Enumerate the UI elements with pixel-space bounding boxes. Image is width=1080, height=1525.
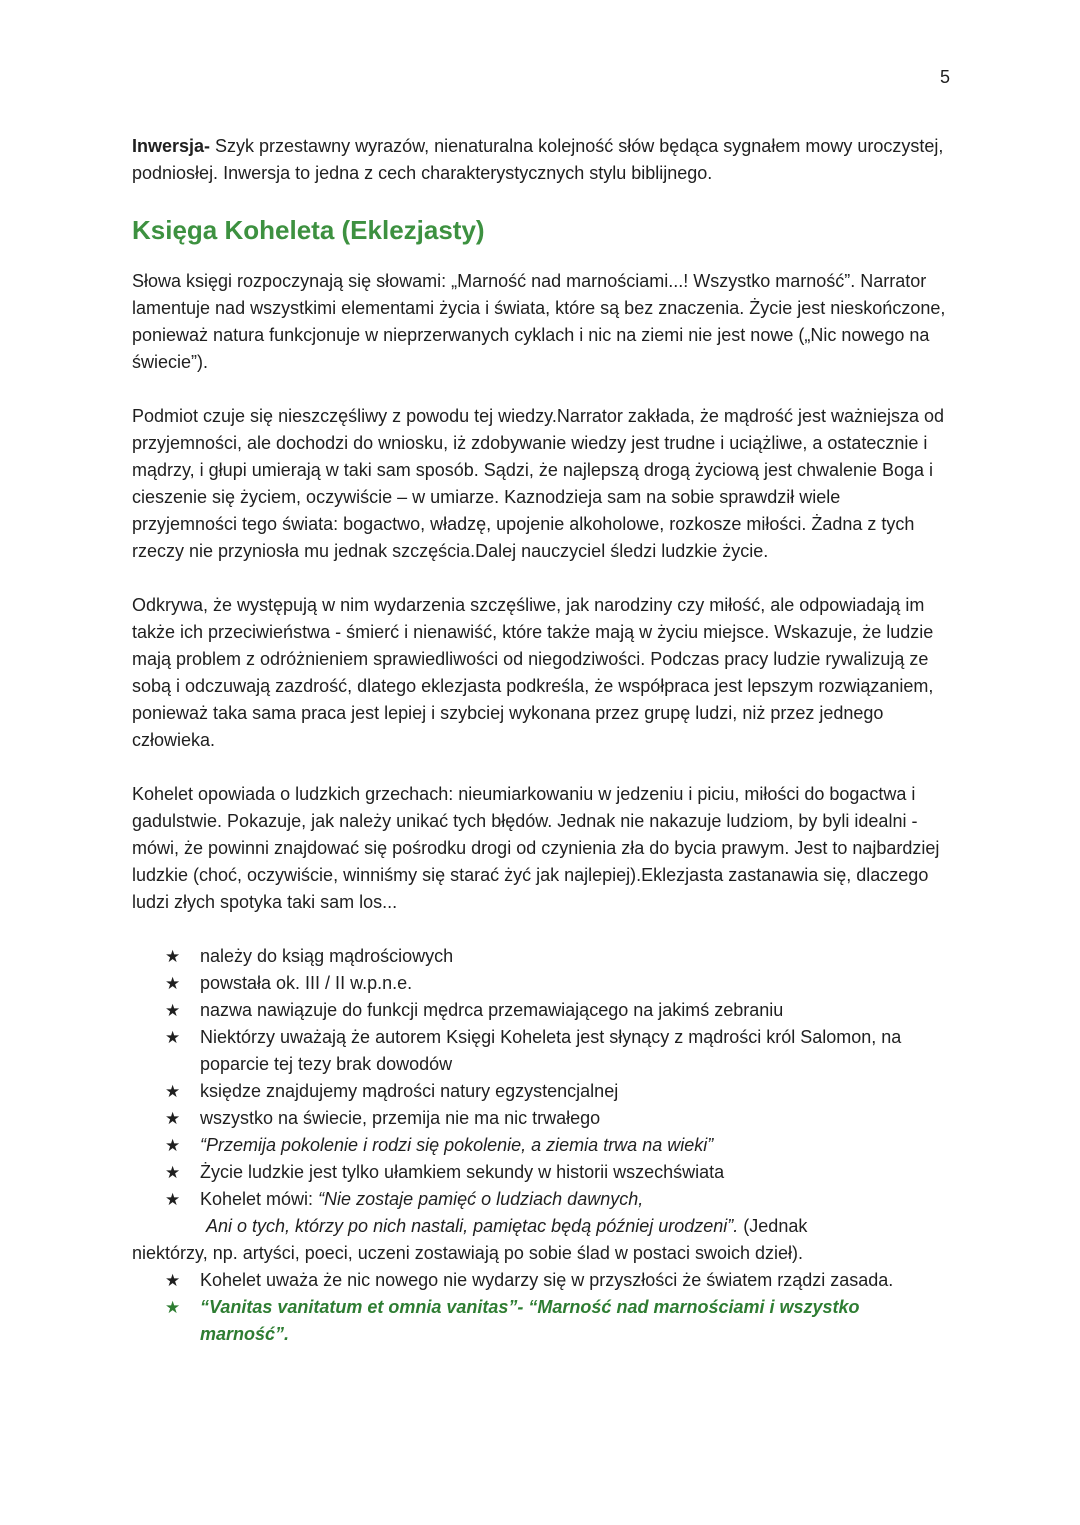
star-list (165, 943, 950, 1240)
list-item-text: “Przemija pokolenie i rodzi się pokolenie, a ziemia trwa na wieki” (200, 1135, 714, 1155)
star-bullet-icon: ★ (165, 1298, 181, 1317)
star-bullet-icon: ★ (165, 1271, 181, 1290)
paragraph-2: Podmiot czuje się nieszczęśliwy z powodu tej wiedzy.Narrator zakłada, że mądrość jest ważniejsza od przyjemności, ale dochodzi do wniosku, iż zdobywanie wiedzy jest trudne i uciążliwe, a ostatecznie i mądrzy, i głupi umierają w taki sam sposób. Sądzi, że najlepszą drogą życiową jest chwalenie Boga i cieszenie się życiem, oczywiście – w umiarze. Kaznodzieja sam na sobie sprawdził wiele przyjemności tego świata: bogactwo, władzę, upojenie alkoholowe, rozkosze miłości. Żadna z tych rzeczy nie przyniosła mu jednak szczęścia.Dalej nauczyciel śledzi ludzkie życie. (132, 406, 945, 561)
list-item-text: należy do ksiąg mądrościowych (200, 946, 454, 966)
section-heading: Księga Koheleta (Eklezjasty) (132, 215, 485, 245)
list-item-kohelet-quote (165, 1186, 915, 1240)
quote-line-2: Ani o tych, którzy po nich nastali, pamiętac będą później urodzeni”. (206, 1216, 739, 1236)
star-bullet-icon: ★ (165, 1028, 181, 1047)
list-item-text: Niektórzy uważają że autorem Księgi Koheleta jest słynący z mądrości król Salomon, na poparcie tej tezy brak dowodów (200, 1027, 902, 1074)
page-number: 5 (939, 67, 950, 87)
paragraph-3: Odkrywa, że występują w nim wydarzenia szczęśliwe, jak narodziny czy miłość, ale odpowiadają im także ich przeciwieństwa - śmierć i nienawiść, które także mają w życiu miejsce. Wskazuje, że ludzie mają problem z odróżnieniem sprawiedliwości od niegodziwości. Podczas pracy ludzie rywalizują ze sobą i odczuwają zazdrość, dlatego eklezjasta podkreśla, że współpraca jest lepszym rozwiązaniem, ponieważ taka sama praca jest lepiej i szybciej wykonana przez grupę ludzi, niż przez jednego człowieka. (132, 595, 934, 750)
list-item (165, 1078, 915, 1105)
star-bullet-icon: ★ (165, 1163, 181, 1182)
paragraph-1: Słowa księgi rozpoczynają się słowami: „Marność nad marnościami...! Wszystko marność”. Narrator lamentuje nad wszystkimi elementami życia i świata, które są bez znaczenia. Życie jest nieskończone, ponieważ natura funkcjonuje w nieprzerwanych cyklach i nic na ziemi nie jest nowe („Nic nowego na świecie”). (132, 271, 946, 372)
star-bullet-icon: ★ (165, 974, 181, 993)
list-item (165, 1159, 915, 1186)
list-item (165, 997, 915, 1024)
list-item (165, 1024, 915, 1078)
intro-term: Inwersja- (132, 136, 211, 156)
list-item-text: nazwa nawiązuje do funkcji mędrca przemawiającego na jakimś zebraniu (200, 1000, 784, 1020)
list-item (165, 943, 915, 970)
intro-paragraph (132, 133, 950, 187)
star-bullet-icon: ★ (165, 1190, 181, 1209)
star-bullet-icon: ★ (165, 1136, 181, 1155)
list-item (165, 970, 915, 997)
quote-line-2-wrap (200, 1213, 915, 1240)
continuation-paragraph: niektórzy, np. artyści, poeci, uczeni zostawiają po sobie ślad w postaci swoich dzieł). (132, 1243, 803, 1263)
list-item-text: księdze znajdujemy mądrości natury egzystencjalnej (200, 1081, 619, 1101)
quote-lead: Kohelet mówi: (200, 1189, 319, 1209)
list-item-text: powstała ok. III / II w.p.n.e. (200, 973, 413, 993)
list-item-text: Kohelet uważa że nic nowego nie wydarzy się w przyszłości że światem rządzi zasada. (200, 1270, 894, 1290)
list-item-quote (165, 1132, 915, 1159)
star-bullet-icon: ★ (165, 1082, 181, 1101)
list-item-text: Życie ludzkie jest tylko ułamkiem sekundy w historii wszechświata (200, 1162, 725, 1182)
list-item (165, 1105, 915, 1132)
quote-line-1: “Nie zostaje pamięć o ludziach dawnych, (318, 1189, 644, 1209)
star-bullet-icon: ★ (165, 1109, 181, 1128)
list-item-text (200, 1186, 915, 1240)
star-bullet-icon: ★ (165, 1001, 181, 1020)
intro-text: Szyk przestawny wyrazów, nienaturalna kolejność słów będąca sygnałem mowy uroczystej, podniosłej. Inwersja to jedna z cech charakterystycznych stylu biblijnego. (132, 136, 944, 183)
paragraph-4: Kohelet opowiada o ludzkich grzechach: nieumiarkowaniu w jedzeniu i piciu, miłości do bogactwa i gadulstwie. Pokazuje, jak należy unikać tych błędów. Jednak nie nakazuje ludziom, by byli idealni - mówi, że powinni znajdować się pośrodku drogi od czynienia zła do bycia prawym. Jest to najbardziej ludzkie (choć, oczywiście, winniśmy się starać żyć jak najlepiej).Eklezjasta zastanawia się, dlaczego ludzi złych spotyka taki sam los... (132, 784, 940, 912)
quote-tail: (Jednak (738, 1216, 808, 1236)
list-item-vanitas (165, 1294, 915, 1348)
star-bullet-icon: ★ (165, 947, 181, 966)
list-item (165, 1267, 915, 1294)
list-item-text: wszystko na świecie, przemija nie ma nic trwałego (200, 1108, 601, 1128)
star-list-2 (165, 1267, 950, 1348)
list-item-text: “Vanitas vanitatum et omnia vanitas”- “Marność nad marnościami i wszystko marność”. (200, 1297, 860, 1344)
